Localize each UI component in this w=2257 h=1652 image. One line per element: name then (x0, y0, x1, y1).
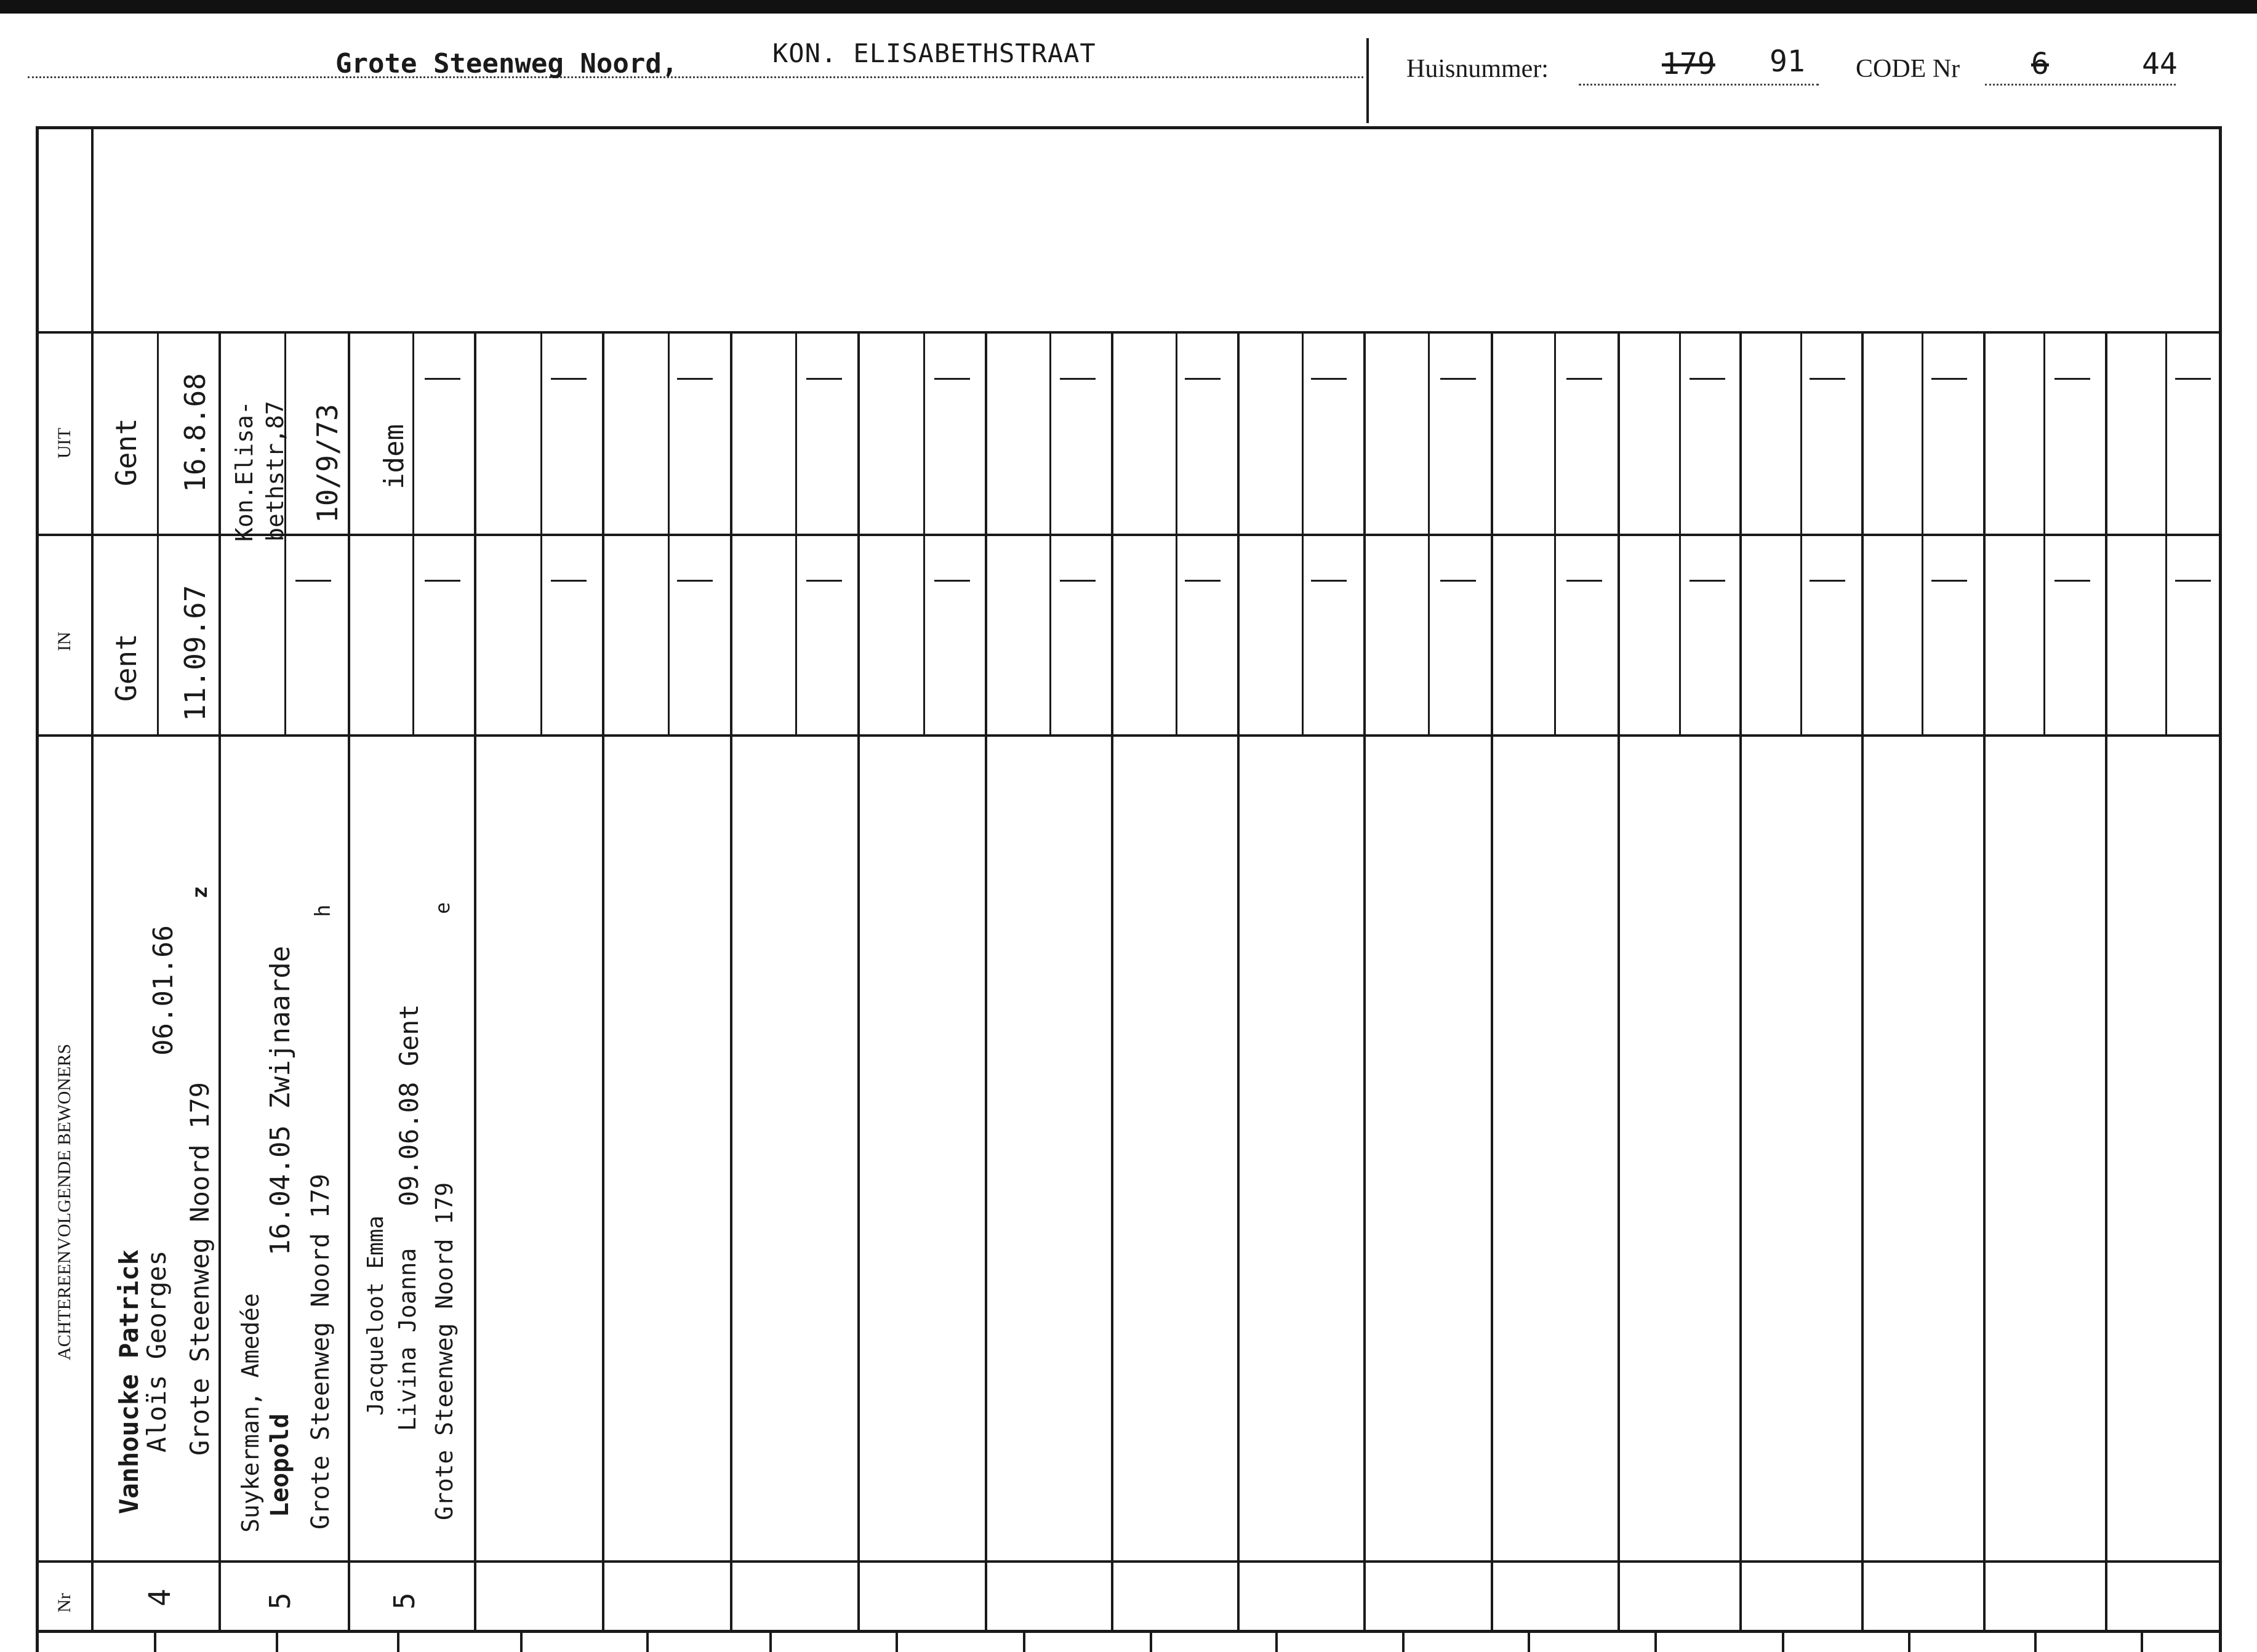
empty-dash (1810, 378, 1845, 380)
empty-dash (2175, 580, 2211, 582)
empty-dash (1185, 580, 1221, 582)
empty-dash (1185, 378, 1221, 380)
empty-dash (1060, 378, 1096, 380)
column-line (474, 331, 476, 1630)
bottom-tick (2141, 1630, 2143, 1652)
empty-dash (677, 378, 713, 380)
column-line (857, 331, 860, 1630)
empty-dash (1060, 580, 1096, 582)
empty-dash (1690, 378, 1725, 380)
top-edge-band (0, 0, 2257, 14)
bottom-tick (1782, 1630, 1784, 1652)
empty-dash (1440, 580, 1476, 582)
frame-right (2219, 126, 2222, 1652)
house-number-label: Huisnummer: (1406, 55, 1549, 83)
row-line-nr-top (36, 1560, 2222, 1563)
empty-dash (1440, 378, 1476, 380)
column-line (2105, 331, 2107, 1630)
section-label-bewoners: ACHTEREENVOLGENDE BEWONERS (54, 1043, 74, 1360)
subcolumn-line (923, 331, 925, 734)
subcolumn-line (540, 331, 542, 734)
row-line-in-top (36, 534, 2222, 536)
column-line (1363, 331, 1366, 1630)
subcolumn-line (412, 331, 414, 734)
subcolumn-line (1922, 331, 1923, 734)
empty-dash (2055, 580, 2090, 582)
header-divider (1366, 38, 1369, 123)
uit-line-2: bethstr,87 (262, 401, 289, 542)
resident-address: Grote Steenweg Noord 179 (431, 1182, 458, 1520)
bottom-tick (1275, 1630, 1278, 1652)
column-line (1237, 331, 1240, 1630)
resident-address: Grote Steenweg Noord 179 (307, 1174, 335, 1530)
subcolumn-line (668, 331, 670, 734)
empty-dash (1931, 580, 1967, 582)
subcolumn-line (2165, 331, 2167, 734)
empty-dash (1810, 580, 1845, 582)
bottom-tick (1150, 1630, 1152, 1652)
resident-birth-date: 09.06.08 Gent (394, 1004, 424, 1206)
resident-mark: e (431, 902, 454, 914)
empty-dash (2175, 378, 2211, 380)
frame-bottom (36, 1630, 2222, 1633)
bottom-tick (1023, 1630, 1025, 1652)
empty-dash (2055, 378, 2090, 380)
resident-address: Grote Steenweg Noord 179 (185, 1082, 215, 1456)
resident-mark: h (311, 904, 335, 917)
section-label-in: IN (54, 632, 74, 651)
empty-dash (934, 580, 970, 582)
resident-name: Suykerman, Amedée (237, 1293, 264, 1533)
bottom-tick (397, 1630, 399, 1652)
code-label: CODE Nr (1856, 55, 1960, 83)
section-label-nr: Nr (54, 1593, 74, 1613)
empty-dash (1566, 580, 1602, 582)
column-line (1491, 331, 1493, 1630)
empty-dash (1311, 580, 1347, 582)
code-old: 6 (2031, 47, 2049, 81)
subcolumn-line (1679, 331, 1681, 734)
code-dotline (1985, 84, 2176, 86)
in-date: 11.09.67 (178, 585, 212, 721)
bottom-tick (154, 1630, 156, 1652)
subcolumn-line (1176, 331, 1177, 734)
frame-top (36, 126, 2222, 129)
street-secondary: KON. ELISABETHSTRAAT (772, 38, 1096, 68)
bottom-tick (646, 1630, 649, 1652)
subcolumn-line (1554, 331, 1556, 734)
resident-nr: 5 (263, 1592, 297, 1610)
subcolumn-line (157, 536, 159, 734)
uit-place: idem (379, 424, 410, 489)
uit-place: Gent (110, 418, 143, 486)
bottom-tick (1402, 1630, 1405, 1652)
empty-dash (1690, 580, 1725, 582)
subcolumn-line (1302, 331, 1304, 734)
empty-dash (425, 580, 460, 582)
column-line (218, 331, 221, 1630)
bottom-tick (1908, 1630, 1910, 1652)
subcolumn-line (1800, 331, 1802, 734)
column-line (602, 331, 604, 1630)
uit-line-1: Kon.Elisa- (231, 401, 258, 542)
bottom-tick (896, 1630, 898, 1652)
resident-nr: 5 (388, 1592, 421, 1610)
empty-dash (806, 580, 842, 582)
empty-dash (1566, 378, 1602, 380)
empty-dash (806, 378, 842, 380)
column-line (1739, 331, 1742, 1630)
bottom-tick (276, 1630, 278, 1652)
street-dotline (28, 76, 1363, 78)
uit-line-3: 10/9/73 (311, 404, 344, 523)
uit-date: 16.8.68 (178, 373, 212, 492)
house-number-dotline (1579, 84, 1819, 86)
resident-birth-date: 16.04.05 Zwijnaarde (265, 945, 296, 1256)
bottom-tick (769, 1630, 772, 1652)
bottom-tick (1654, 1630, 1657, 1652)
frame-left (36, 126, 39, 1652)
resident-given-names: Leopold (266, 1413, 294, 1517)
resident-mark: z (188, 886, 212, 899)
row-line-uit-top (36, 331, 2222, 334)
column-line (985, 331, 987, 1630)
row-line-bewoners-top (36, 734, 2222, 737)
bottom-tick (520, 1630, 523, 1652)
empty-dash (1311, 378, 1347, 380)
column-line (348, 331, 350, 1630)
subcolumn-line (157, 331, 159, 534)
label-column-divider (91, 126, 94, 1630)
empty-dash (425, 378, 460, 380)
column-line (1861, 331, 1864, 1630)
empty-dash (551, 580, 587, 582)
column-line (1983, 331, 1986, 1630)
subcolumn-line (795, 331, 797, 734)
column-line (1111, 331, 1113, 1630)
column-line (1618, 331, 1620, 1630)
empty-dash (677, 580, 713, 582)
subcolumn-line (1049, 331, 1051, 734)
section-label-uit: UIT (54, 428, 74, 459)
column-line (730, 331, 732, 1630)
resident-nr: 4 (143, 1589, 177, 1606)
empty-dash (934, 378, 970, 380)
code-new: 44 (2142, 47, 2178, 81)
resident-given-names: Livina Joanna (394, 1248, 421, 1431)
subcolumn-line (1428, 331, 1430, 734)
in-place: Gent (110, 633, 143, 702)
resident-birth-date: 06.01.66 (148, 925, 179, 1056)
resident-name: Vanhoucke Patrick (114, 1249, 144, 1514)
subcolumn-line (2043, 331, 2045, 734)
street-primary: Grote Steenweg Noord, (335, 48, 678, 79)
house-number-old: 179 (1662, 47, 1715, 81)
bottom-tick (2034, 1630, 2037, 1652)
bottom-tick (1528, 1630, 1530, 1652)
resident-given-names: Aloïs Georges (142, 1250, 172, 1453)
resident-name: Jacqueloot Emma (363, 1215, 388, 1416)
house-number-new: 91 (1770, 44, 1805, 79)
empty-dash (295, 580, 331, 582)
empty-dash (1931, 378, 1967, 380)
empty-dash (551, 378, 587, 380)
